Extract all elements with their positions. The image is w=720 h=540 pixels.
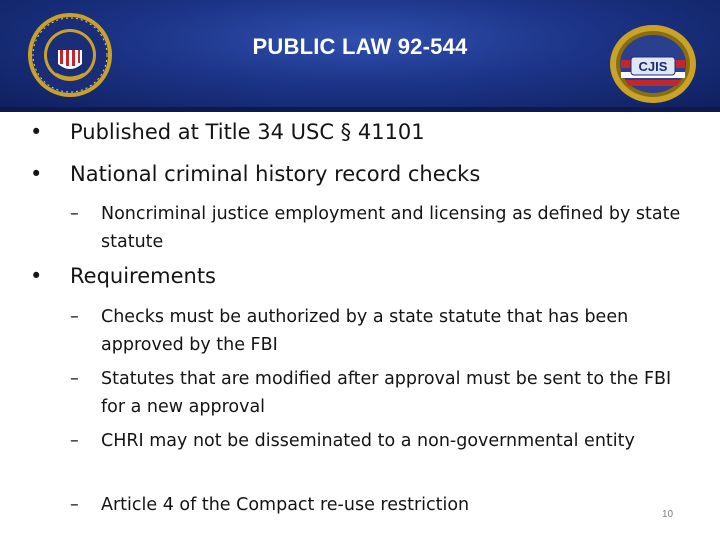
sub-bullet-text: CHRI may not be disseminated to a non-governmental entity: [101, 431, 635, 451]
bullet-marker: •: [30, 162, 43, 186]
dash-marker: –: [70, 369, 79, 389]
sub-bullet-text: Statutes that are modified after approval must be sent to the FBI for a new approval: [101, 369, 672, 417]
dash-marker: –: [70, 307, 79, 327]
header-divider: [0, 107, 720, 112]
dash-marker: –: [70, 204, 79, 224]
bullet-text: National criminal history record checks: [70, 162, 481, 186]
page-number: 10: [662, 509, 674, 520]
bullet-marker: •: [30, 264, 43, 288]
slide-title: PUBLIC LAW 92-544: [252, 34, 468, 59]
dash-marker: –: [70, 495, 79, 515]
cjis-seal-icon: [609, 24, 697, 104]
bullet-marker: •: [30, 120, 43, 144]
sub-bullet-text: Checks must be authorized by a state statute that has been approved by the FBI: [101, 307, 629, 355]
dash-marker: –: [70, 431, 79, 451]
bullet-text: Published at Title 34 USC § 41101: [70, 120, 425, 144]
header-banner: [0, 0, 720, 112]
sub-bullet-text: Article 4 of the Compact re-use restriction: [101, 495, 470, 515]
fbi-seal-icon: [27, 12, 113, 98]
bullet-text: Requirements: [70, 264, 216, 288]
cjis-seal-text: CJIS: [638, 59, 668, 74]
sub-bullet-text: Noncriminal justice employment and licensing as defined by state statute: [101, 204, 681, 252]
